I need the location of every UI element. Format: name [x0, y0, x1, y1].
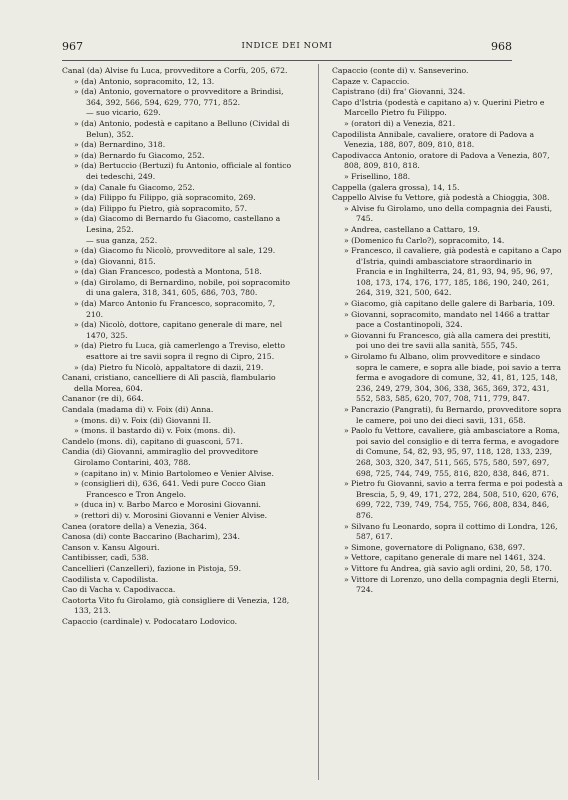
index-entry: » Frisellino, 188. [344, 171, 411, 181]
index-entry: Canson v. Kansu Algouri. [62, 542, 160, 552]
index-entry: Canosa (di) conte Baccarino (Bacharim), 234. [62, 532, 240, 542]
index-entry: » (da) Giacomo fu Nicolò, provveditore al sale, 129. [74, 246, 276, 256]
index-entry: » Vettore, capitano generale di mare nel 1461, 324. [344, 553, 546, 563]
index-entry: Cantibisser, cadì, 538. [62, 553, 149, 563]
index-entry: » (da) Filippo fu Filippo, già sopracomito, 269. [74, 193, 256, 203]
index-entry: Caodilista v. Capodilista. [62, 574, 159, 584]
header-rule [62, 60, 512, 61]
index-entry: » Silvano fu Leonardo, sopra il cottimo di Londra, 126, 587, 617. [344, 521, 558, 542]
index-entry: » (da) Bernardo fu Giacomo, 252. [74, 150, 205, 160]
page-number-left: 967 [62, 40, 83, 53]
index-entry: Cappello Alvise fu Vettore, già podestà a Chioggia, 308. [332, 193, 550, 203]
index-entry: » (da) Canale fu Giacomo, 252. [74, 182, 195, 192]
index-entry: » (da) Bertuccio (Bertuzi) fu Antonio, officiale al fontico dei tedeschi, 249. [74, 161, 292, 181]
index-entry: Candala (madama di) v. Foix (di) Anna. [62, 405, 214, 414]
index-entry: Caotorta Vito fu Girolamo, già consigliere di Venezia, 128, 133, 213. [62, 595, 290, 616]
index-entry: » (da) Antonio, governatore o provveditore a Brindisi, 364, 392, 566, 594, 629, 770, 771, 852. [74, 87, 284, 107]
index-entry: » (consiglieri di), 636, 641. Vedi pure Cocco Gian Francesco e Tron Angelo. [74, 479, 266, 499]
index-entry: » Vittore di Lorenzo, uno della compagnia degli Eterni, 724. [344, 574, 559, 595]
index-entry: » (da) Giacomo di Bernardo fu Giacomo, castellano a Lesina, 252. [74, 214, 281, 234]
index-entry: — sua ganza, 252. [86, 235, 158, 245]
index-entry: Candelo (mons. di), capitano di guasconi, 571. [62, 436, 243, 446]
index-entry: » (da) Marco Antonio fu Francesco, sopracomito, 7, 210. [74, 299, 276, 319]
index-entry: » (da) Filippo fu Pietro, già sopracomito, 57. [74, 203, 248, 213]
index-entry: Capistrano (di) fra' Giovanni, 324. [332, 87, 466, 97]
index-entry: Candia (di) Giovanni, ammiraglio del provveditore Girolamo Contarini, 403, 788. [62, 447, 258, 467]
running-title: INDICE DEI NOMI [241, 41, 333, 51]
index-entry: » (da) Antonio, sopracomito, 12, 13. [74, 76, 215, 86]
index-entry: » (Domenico fu Carlo?), sopracomito, 14. [344, 235, 505, 245]
index-entry: » Pancrazio (Pangrati), fu Bernardo, provveditore sopra le camere, poi uno dei dieci savii, 131, 658. [344, 405, 562, 425]
index-entry: » (duca in) v. Barbo Marco e Morosini Giovanni. [74, 500, 261, 510]
index-entry: Cappella (galera grossa), 14, 15. [332, 182, 460, 192]
index-entry: » Giovanni, sopracomito, mandato nel 1466 a trattar pace a Costantinopoli, 324. [344, 309, 550, 330]
index-entry: » Alvise fu Girolamo, uno della compagnia dei Fausti, 745. [344, 203, 553, 224]
index-entry: » (da) Gian Francesco, podestà a Montona, 518. [74, 267, 262, 277]
column-divider [318, 64, 319, 780]
index-entry: » (da) Giovanni, 815. [74, 256, 156, 266]
index-entry: Capodivacca Antonio, oratore di Padova a Venezia, 807, 808, 809, 810, 818. [332, 150, 550, 171]
index-entry: » (da) Pietro fu Nicolò, appaltatore di dazii, 219. [74, 362, 264, 372]
index-entry: » Simone, governatore di Polignano, 638, 697. [344, 542, 526, 552]
index-entry: » Paolo fu Vettore, cavaliere, già ambasciatore a Roma, poi savio del consiglio e di terra ferma, e avogadore di Comune, 54, 82, 93, 95, 97, 118, 128, 133, 239, 268, 303, 320, 347, 511, 565, 575, 580, 597, 697, 698, 725, 744, 749, 755, 816, 820, 838, 846, 871. [344, 426, 560, 478]
index-entry: » Francesco, il cavaliere, già podestà e capitano a Capo d'Istria, quindi ambasciatore straordinario in Francia e in Inghilterra, 24, 81, 93, 94, 95, 96, 97, 108, 173, 174, 176, 177, 185, 186, 190, 240, 261, 264, 319, 321, 500, 642. [344, 246, 562, 298]
index-entry: » (mons. di) v. Foix (di) Giovanni II. [74, 415, 212, 425]
index-entry: » (da) Pietro fu Luca, già camerlengo a Treviso, eletto esattore ai tre savii sopra il regno di Cipro, 215. [74, 341, 285, 362]
index-entry: Capodilista Annibale, cavaliere, oratore di Padova a Venezia, 188, 807, 809, 810, 818. [332, 129, 535, 150]
index-entry: » (da) Bernardino, 318. [74, 140, 166, 150]
index-entry: » Giovanni fu Francesco, già alla camera dei prestiti, poi uno dei tre savii alla sanità, 555, 745. [344, 330, 551, 351]
index-entry: » Giacomo, già capitano delle galere di Barbaria, 109. [344, 299, 555, 309]
index-entry: » Vittore fu Andrea, già savio agli ordini, 20, 58, 170. [344, 563, 552, 573]
page-header [62, 40, 512, 56]
index-entry: » (capitano in) v. Minio Bartolomeo e Venier Alvise. [74, 468, 274, 478]
index-entry: Capaze v. Capaccio. [332, 76, 410, 86]
index-entry: Canal (da) Alvise fu Luca, provveditore a Corfù, 205, 672. [62, 66, 288, 75]
index-entry: » (oratori di) a Venezia, 821. [344, 118, 456, 128]
index-entry: Capaccio (cardinale) v. Podocataro Lodovico. [62, 616, 238, 626]
index-entry: Capaccio (conte di) v. Sanseverino. [332, 66, 469, 75]
index-entry: » Girolamo fu Albano, olim provveditore e sindaco sopra le camere, e sopra alle biade, poi savio a terra ferma e avogadore di comune, 32, 41, 81, 125, 148, 236, 249, 279, 304, 306, 338, 365, 369, 372, 431, 552, 583, 585, 620, 707, 708, 711, 779, 847. [344, 352, 561, 404]
index-entry: » (da) Nicolò, dottore, capitano generale di mare, nel 1470, 325. [74, 320, 283, 340]
page-number-right: 968 [491, 40, 512, 53]
index-entry: » (rettori di) v. Morosini Giovanni e Venier Alvise. [74, 510, 268, 520]
index-entry: Cananor (re di), 664. [62, 394, 144, 404]
index-entry: Capo d'Istria (podestà e capitano a) v. Querini Pietro e Marcello Pietro fu Filippo. [332, 97, 545, 118]
index-entry: » (mons. il bastardo di) v. Foix (mons. di). [74, 426, 236, 436]
index-entry: » (da) Girolamo, di Bernardino, nobile, poi sopracomito di una galera, 318, 341, 605, 686, 703, 780. [74, 277, 291, 298]
index-entry: Cancellieri (Canzelleri), fazione in Pistoja, 59. [62, 563, 242, 573]
index-entry: » Pietro fu Giovanni, savio a terra ferma e poi podestà a Brescia, 5, 9, 49, 171, 272, 284, 508, 510, 620, 676, 699, 722, 739, 749, 754, 755, 766, 808, 834, 846, 876. [344, 479, 563, 520]
index-entry: Cao di Vacha v. Capodivacca. [62, 585, 176, 595]
index-entry: Canea (oratore della) a Venezia, 364. [62, 521, 207, 531]
index-entry: » Andrea, castellano a Cattaro, 19. [344, 224, 480, 234]
index-entry: — suo vicario, 629. [86, 108, 161, 118]
index-entry: Canani, cristiano, cancelliere di Alì pascià, flambulario della Morea, 604. [62, 373, 276, 393]
index-entry: » (da) Antonio, podestà e capitano a Belluno (Cividal di Belun), 352. [74, 118, 290, 139]
right-column [332, 66, 564, 596]
left-column [62, 66, 294, 627]
